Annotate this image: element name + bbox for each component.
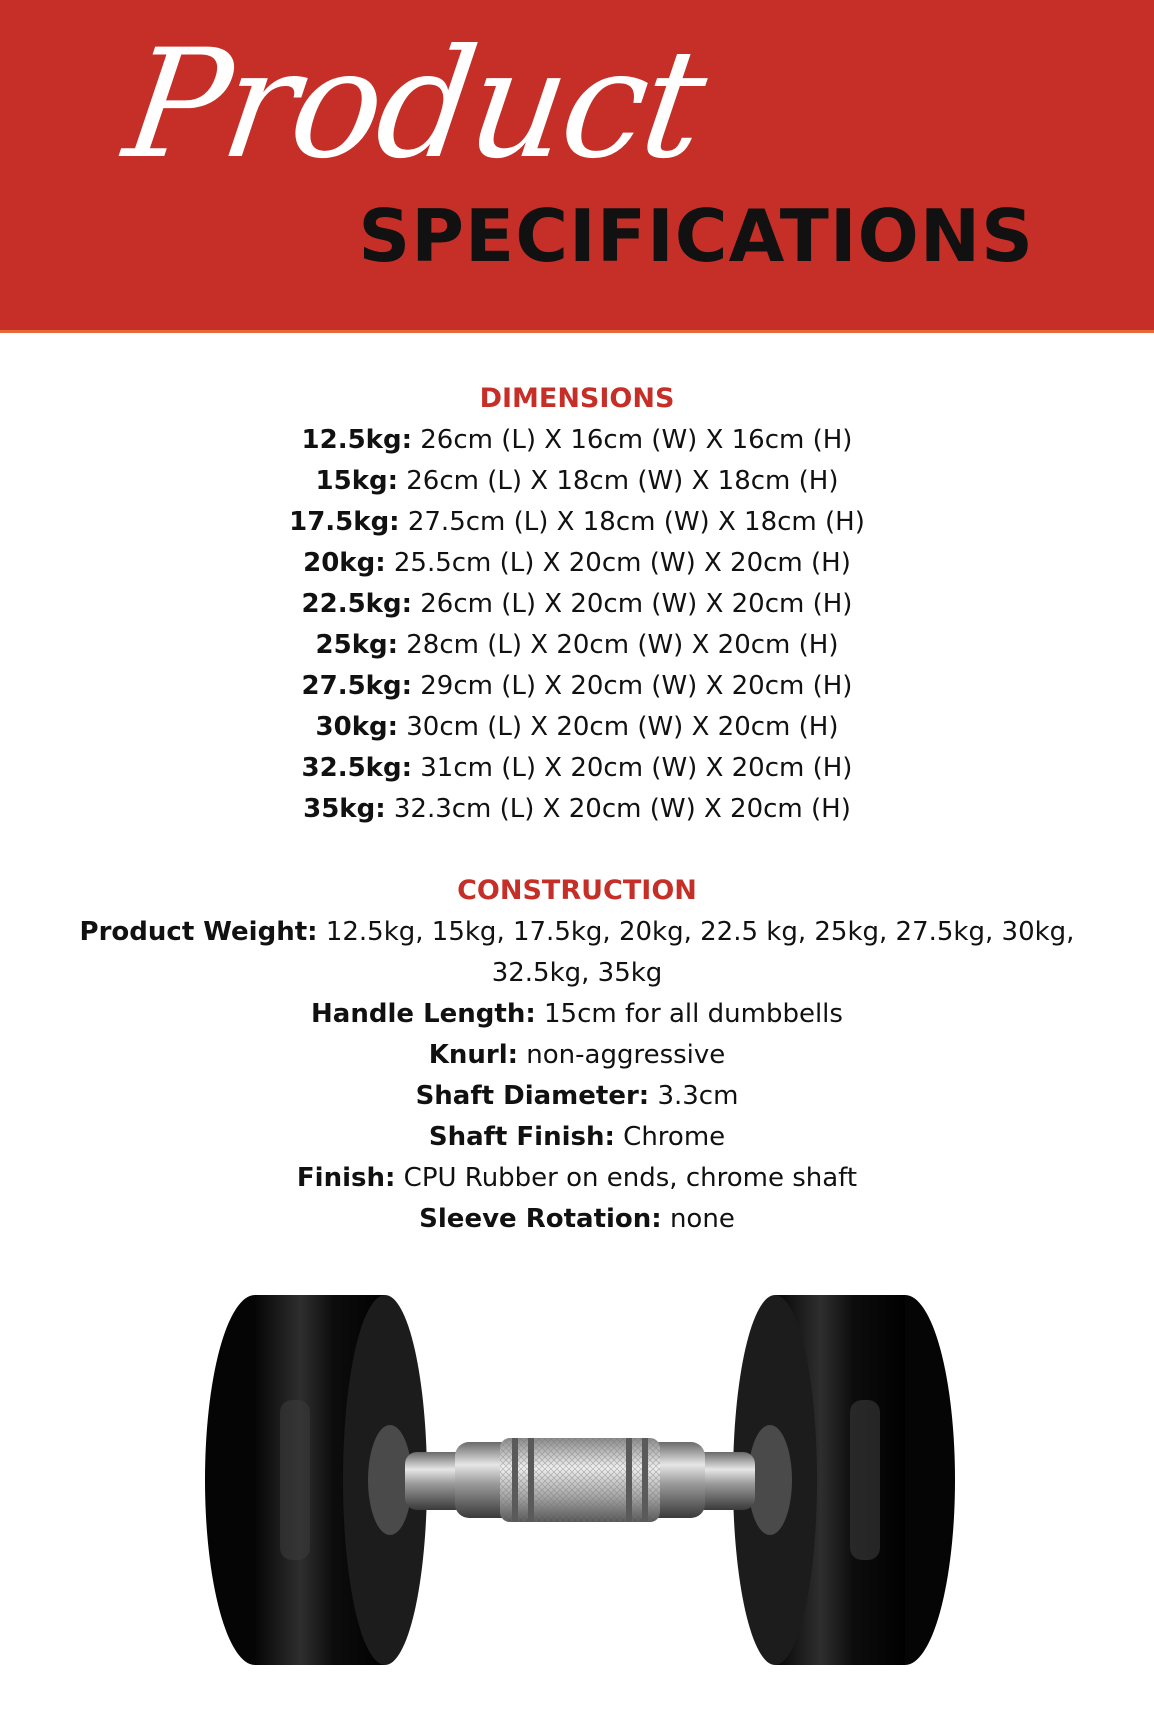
construction-value: non-aggressive <box>526 1040 726 1070</box>
construction-label: Shaft Finish: <box>428 1122 615 1152</box>
dimension-value: 30cm (L) X 20cm (W) X 20cm (H) <box>406 712 839 742</box>
dimension-value: 27.5cm (L) X 18cm (W) X 18cm (H) <box>407 507 865 537</box>
dimension-row <box>0 707 1154 748</box>
header-banner <box>0 0 1154 333</box>
construction-value: 3.3cm <box>657 1081 739 1111</box>
dimension-row <box>0 543 1154 584</box>
construction-row <box>0 1199 1154 1240</box>
script-title: Product <box>115 18 713 192</box>
construction-heading: CONSTRUCTION <box>457 875 697 906</box>
dimension-label: 25kg: <box>315 630 398 660</box>
section-gap <box>0 830 1154 870</box>
dimension-label: 15kg: <box>315 466 398 496</box>
construction-value: Chrome <box>623 1122 726 1152</box>
dimension-row <box>0 625 1154 666</box>
chrome-shaft <box>405 1438 755 1522</box>
dimension-value: 29cm (L) X 20cm (W) X 20cm (H) <box>420 671 853 701</box>
dimension-label: 32.5kg: <box>301 753 412 783</box>
dimension-value: 31cm (L) X 20cm (W) X 20cm (H) <box>420 753 853 783</box>
construction-label: Finish: <box>296 1163 396 1193</box>
construction-label: Product Weight: <box>79 917 318 947</box>
dimension-label: 12.5kg: <box>301 425 412 455</box>
dimension-row <box>0 748 1154 789</box>
dimension-row <box>0 461 1154 502</box>
construction-value: 15cm for all dumbbells <box>544 999 843 1029</box>
dimension-value: 32.3cm (L) X 20cm (W) X 20cm (H) <box>393 794 851 824</box>
dimension-row <box>0 584 1154 625</box>
dimension-label: 30kg: <box>315 712 398 742</box>
construction-row <box>0 912 1154 994</box>
construction-row <box>0 1035 1154 1076</box>
construction-row <box>0 1158 1154 1199</box>
dumbbell-image <box>200 1280 960 1680</box>
dimension-label: 20kg: <box>303 548 386 578</box>
dimension-value: 26cm (L) X 16cm (W) X 16cm (H) <box>420 425 853 455</box>
dimension-value: 25.5cm (L) X 20cm (W) X 20cm (H) <box>393 548 851 578</box>
dimension-label: 22.5kg: <box>301 589 412 619</box>
construction-label: Knurl: <box>428 1040 519 1070</box>
left-dumbbell-head <box>205 1295 427 1665</box>
dimension-row <box>0 420 1154 461</box>
dimension-row <box>0 502 1154 543</box>
dimensions-heading: DIMENSIONS <box>479 383 675 414</box>
construction-value: 12.5kg, 15kg, 17.5kg, 20kg, 22.5 kg, 25kg, 27.5kg, 30kg, 32.5kg, 35kg <box>325 917 1075 988</box>
dimension-value: 26cm (L) X 20cm (W) X 20cm (H) <box>420 589 853 619</box>
dumbbell-icon <box>200 1280 960 1680</box>
construction-value: none <box>669 1204 735 1234</box>
construction-row <box>0 994 1154 1035</box>
dimension-label: 17.5kg: <box>289 507 400 537</box>
construction-row <box>0 1076 1154 1117</box>
construction-label: Handle Length: <box>311 999 536 1029</box>
dimension-row <box>0 666 1154 707</box>
construction-label: Shaft Diameter: <box>415 1081 650 1111</box>
dimension-row <box>0 789 1154 830</box>
construction-row <box>0 1117 1154 1158</box>
spec-content <box>0 378 1154 1240</box>
construction-label: Sleeve Rotation: <box>419 1204 662 1234</box>
dimension-label: 35kg: <box>303 794 386 824</box>
block-title: SPECIFICATIONS <box>358 194 1034 278</box>
right-dumbbell-head <box>733 1295 955 1665</box>
construction-value: CPU Rubber on ends, chrome shaft <box>403 1163 858 1193</box>
dimension-label: 27.5kg: <box>301 671 412 701</box>
dimension-value: 26cm (L) X 18cm (W) X 18cm (H) <box>406 466 839 496</box>
dimension-value: 28cm (L) X 20cm (W) X 20cm (H) <box>406 630 839 660</box>
